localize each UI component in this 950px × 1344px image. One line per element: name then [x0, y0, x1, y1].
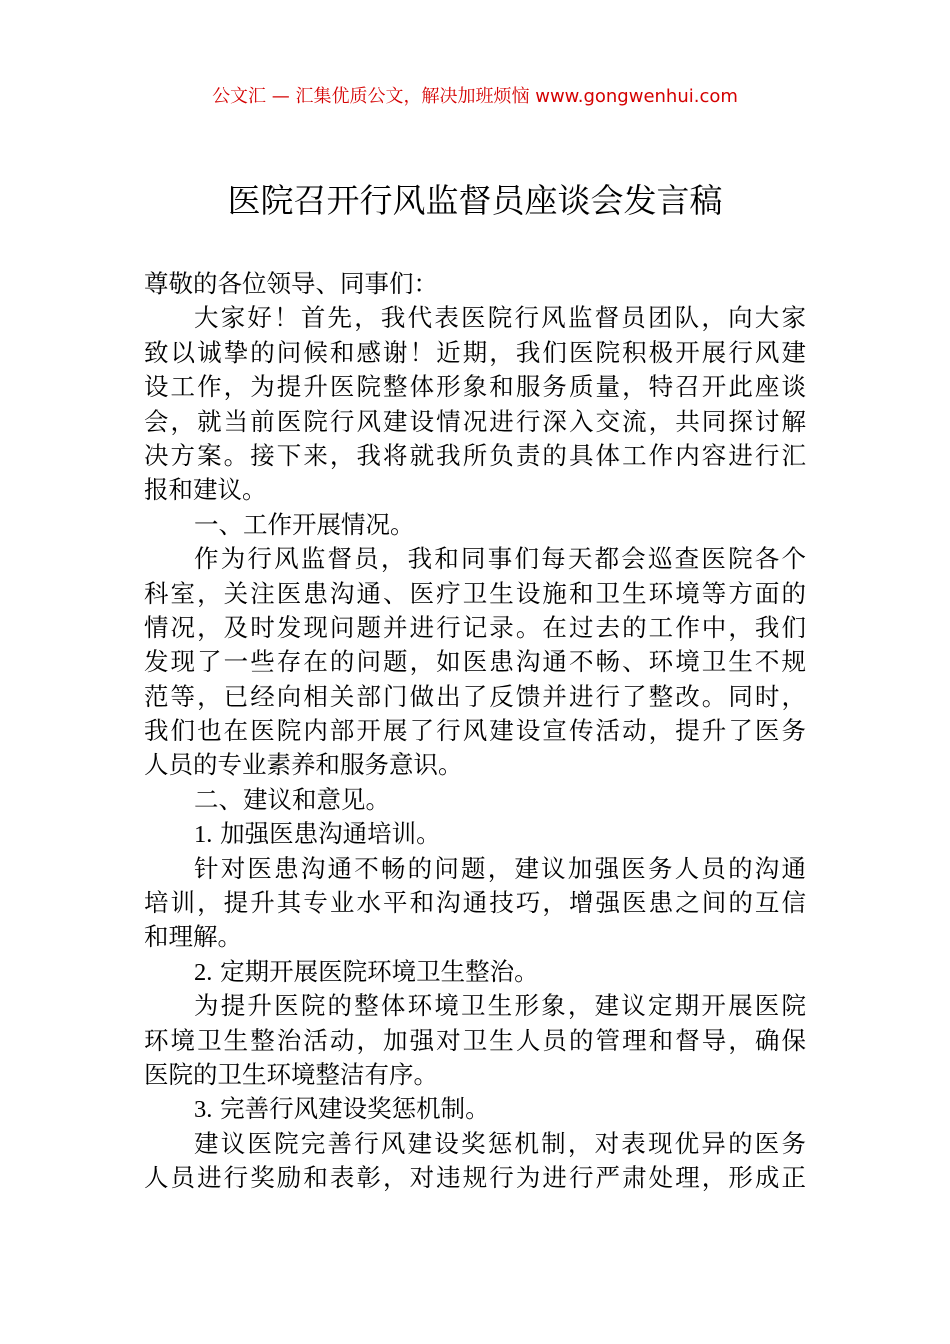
paragraph-line: 情况，及时发现问题并进行记录。在过去的工作中，我们	[144, 612, 806, 642]
item-number: 3.	[194, 1096, 213, 1124]
list-item-heading	[144, 817, 806, 851]
list-item-heading	[144, 955, 806, 989]
item-title: 加强医患沟通培训。	[220, 819, 441, 849]
paragraph-line: 会，就当前医院行风建设情况进行深入交流，共同探讨解	[144, 406, 806, 436]
list-item-heading	[144, 1092, 806, 1126]
paragraph-line: 致以诚挚的问候和感谢！近期，我们医院积极开展行风建	[144, 337, 806, 367]
paragraph-line: 报和建议。	[144, 475, 267, 505]
paragraph-line: 我们也在医院内部开展了行风建设宣传活动，提升了医务	[144, 716, 806, 746]
paragraph-line: 作为行风监督员，我和同事们每天都会巡查医院各个	[194, 544, 806, 574]
document-body	[144, 267, 806, 1196]
item-number: 1.	[194, 821, 213, 849]
paragraph-line: 大家好！首先，我代表医院行风监督员团队，向大家	[194, 303, 806, 333]
paragraph-line: 为提升医院的整体环境卫生形象，建议定期开展医院	[194, 991, 806, 1021]
paragraph-line: 建议医院完善行风建设奖惩机制，对表现优异的医务	[194, 1128, 806, 1158]
salutation-line: 尊敬的各位领导、同事们：	[144, 269, 438, 298]
section-heading: 二、建议和意见。	[194, 784, 390, 814]
paragraph-line: 决方案。接下来，我将就我所负责的具体工作内容进行汇	[144, 440, 806, 470]
item-number: 2.	[194, 958, 213, 986]
document-title: 医院召开行风监督员座谈会发言稿	[227, 181, 723, 220]
item-title: 定期开展医院环境卫生整治。	[220, 956, 539, 986]
paragraph-line: 发现了一些存在的问题，如医患沟通不畅、环境卫生不规	[144, 647, 806, 677]
paragraph-line: 科室，关注医患沟通、医疗卫生设施和卫生环境等方面的	[144, 578, 806, 608]
paragraph-line: 范等，已经向相关部门做出了反馈并进行了整改。同时，	[144, 681, 806, 711]
item-title: 完善行风建设奖惩机制。	[220, 1094, 490, 1124]
paragraph-line: 针对医患沟通不畅的问题，建议加强医务人员的沟通	[194, 853, 806, 883]
header-banner: 公文汇 — 汇集优质公文，解决加班烦恼 www.gongwenhui.com	[212, 86, 738, 107]
paragraph-line: 和理解。	[144, 922, 242, 952]
paragraph-line: 人员的专业素养和服务意识。	[144, 750, 463, 780]
paragraph-line: 设工作，为提升医院整体形象和服务质量，特召开此座谈	[144, 372, 806, 402]
paragraph-line: 人员进行奖励和表彰，对违规行为进行严肃处理，形成正	[144, 1163, 806, 1193]
paragraph-line: 医院的卫生环境整洁有序。	[144, 1059, 438, 1089]
section-heading: 一、工作开展情况。	[194, 509, 415, 539]
paragraph-line: 环境卫生整治活动，加强对卫生人员的管理和督导，确保	[144, 1025, 806, 1055]
paragraph-line: 培训，提升其专业水平和沟通技巧，增强医患之间的互信	[144, 888, 806, 918]
